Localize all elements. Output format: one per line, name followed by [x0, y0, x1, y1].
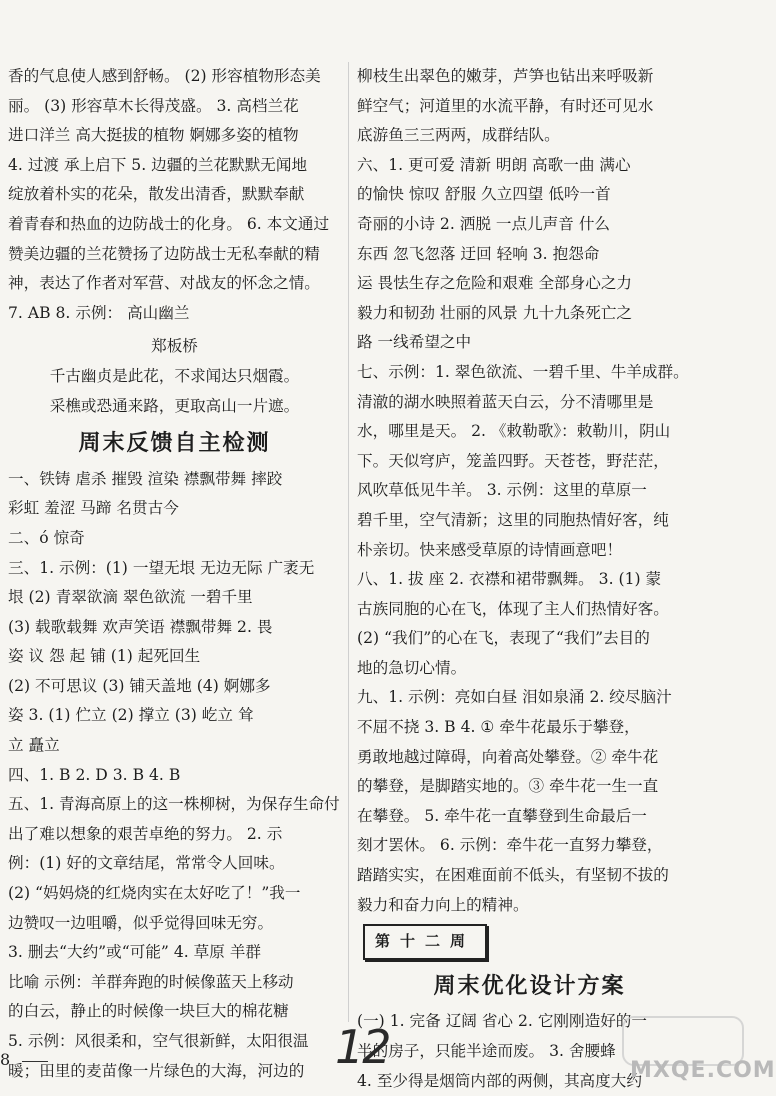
- text-line: 勇敢地越过障碍，向着高处攀登。② 牵牛花: [357, 747, 659, 766]
- text-line: 丽。 (3) 形容草木长得茂盛。 3. 高档兰花: [8, 96, 299, 115]
- text-line: 姿 3. (1) 伫立 (2) 撑立 (3) 屹立 耸: [8, 706, 254, 725]
- text-line: 着青春和热血的边防战士的化身。 6. 本文通过: [8, 214, 330, 233]
- text-line: 七、示例：1. 翠色欲流、一碧千里、牛羊成群。: [357, 362, 689, 381]
- text-line: 底游鱼三三两两，成群结队。: [357, 126, 560, 145]
- text-line: (3) 载歌载舞 欢声笑语 襟飘带舞 2. 畏: [8, 617, 273, 636]
- week-label: 第十二周: [363, 924, 487, 960]
- text-line: 清澈的湖水映照着蓝天白云，分不清哪里是: [357, 392, 654, 411]
- text-line: 水，哪里是天。 2. 《敕勒歌》：敕勒川，阴山: [357, 422, 671, 441]
- text-line: 风吹草低见牛羊。 3. 示例：这里的草原一: [357, 481, 647, 500]
- text-line: 毅力和韧劲 壮丽的风景 九十九条死亡之: [357, 303, 633, 322]
- text-line: 比喻 示例：羊群奔跑的时候像蓝天上移动: [8, 972, 294, 991]
- text-line: 赞美边疆的兰花赞扬了边防战士无私奉献的精: [8, 244, 320, 263]
- text-line: 鲜空气；河道里的水流平静，有时还可见水: [357, 96, 654, 115]
- column-divider: [348, 62, 349, 1022]
- poem-line: 千古幽贞是此花，不求闻达只烟霞。: [49, 366, 300, 385]
- text-line: 4. 过渡 承上启下 5. 边疆的兰花默默无闻地: [8, 155, 308, 174]
- poem-author: 郑板桥: [151, 337, 198, 356]
- text-line: 绽放着朴实的花朵，散发出清香，默默奉献: [8, 185, 305, 204]
- text-line: 路 一线希望之中: [357, 333, 472, 352]
- text-line: 一、铁铸 虐杀 摧毁 渲染 襟飘带舞 摔跤: [8, 469, 283, 488]
- week-label-box: [357, 920, 702, 964]
- text-line: 暖；田里的麦苗像一片绿色的大海，河边的: [8, 1061, 305, 1080]
- text-line: 六、1. 更可爱 清新 明朗 高歌一曲 满心: [357, 155, 631, 174]
- text-line: 碧千里，空气清新；这里的同胞热情好客，纯: [357, 510, 669, 529]
- text-line: 四、1. B 2. D 3. B 4. B: [8, 765, 181, 784]
- text-line: 东西 忽飞忽落 迂回 轻响 3. 抱怨命: [357, 244, 600, 263]
- text-line: 在攀登。 5. 牵牛花一直攀登到生命最后一: [357, 806, 647, 825]
- page-number: 8: [0, 1050, 11, 1069]
- text-line: 香的气息使人感到舒畅。 (2) 形容植物形态美: [8, 67, 321, 85]
- text-line: 八、1. 拔 座 2. 衣襟和裙带飘舞。 3. (1) 蒙: [357, 570, 662, 589]
- text-line: 地的急切心情。: [357, 658, 467, 677]
- text-line: 7. AB 8. 示例： 高山幽兰: [8, 303, 190, 322]
- text-line: 朴亲切。快来感受草原的诗情画意吧！: [357, 540, 623, 559]
- text-line: (2) “妈妈烧的红烧肉实在太好吃了！”我一: [8, 884, 301, 903]
- text-line: 垠 (2) 青翠欲滴 翠色欲流 一碧千里: [8, 588, 253, 607]
- text-line: 进口洋兰 高大挺拔的植物 婀娜多姿的植物: [8, 126, 299, 145]
- text-line: 的愉快 惊叹 舒服 久立四望 低吟一首: [357, 185, 611, 204]
- text-line: 柳枝生出翠色的嫩芽，芦笋也钻出来呼吸新: [357, 67, 654, 85]
- left-column: [8, 62, 341, 1086]
- text-line: (一) 1. 完备 辽阔 省心 2. 它刚刚造好的一: [357, 1012, 647, 1031]
- watermark-text: MXQE.COM: [630, 1058, 776, 1083]
- right-column: [357, 62, 702, 1096]
- section-title-plan: 周末优化设计方案: [433, 973, 626, 999]
- text-line: 边赞叹一边咀嚼，似乎觉得回味无穷。: [8, 913, 274, 932]
- text-line: 下。天似穹庐，笼盖四野。天苍苍，野茫茫，: [357, 451, 669, 470]
- text-line: 4. 至少得是烟筒内部的两侧，其高度大约: [357, 1071, 642, 1090]
- text-line: 5. 示例：风很柔和，空气很新鲜，太阳很温: [8, 1032, 309, 1050]
- text-line: 九、1. 示例：亮如白昼 泪如泉涌 2. 绞尽脑汁: [357, 688, 672, 707]
- text-line: 二、ó 惊奇: [8, 528, 85, 547]
- text-line: 毅力和奋力向上的精神。: [357, 895, 529, 914]
- text-line: 刻才罢休。 6. 示例：牵牛花一直努力攀登，: [357, 836, 663, 855]
- page-number-dash: [22, 1061, 48, 1062]
- handwritten-mark: 12: [335, 1020, 390, 1074]
- text-line: 例：(1) 好的文章结尾，常常令人回味。: [8, 854, 285, 873]
- text-line: 五、1. 青海高原上的这一株柳树，为保存生命付: [8, 795, 340, 814]
- text-line: 运 畏怯生存之危险和艰难 全部身心之力: [357, 274, 633, 293]
- text-line: 踏踏实实，在困难面前不低头，有坚韧不拔的: [357, 866, 669, 885]
- text-line: 立 矗立: [8, 736, 60, 755]
- text-line: 三、1. 示例：(1) 一望无垠 无边无际 广袤无: [8, 558, 315, 577]
- text-line: 彩虹 羞涩 马蹄 名贯古今: [8, 499, 179, 518]
- text-line: 出了难以想象的艰苦卓绝的努力。 2. 示: [8, 824, 283, 843]
- text-line: 古族同胞的心在飞，体现了主人们热情好客。: [357, 599, 669, 618]
- text-line: 姿 议 怨 起 铺 (1) 起死回生: [8, 647, 201, 666]
- text-line: 奇丽的小诗 2. 洒脱 一点儿声音 什么: [357, 214, 611, 233]
- text-line: (2) 不可思议 (3) 铺天盖地 (4) 婀娜多: [8, 676, 271, 695]
- text-line: 3. 删去“大约”或“可能” 4. 草原 羊群: [8, 943, 262, 962]
- text-line: 不屈不挠 3. B 4. ① 牵牛花最乐于攀登，: [357, 718, 640, 737]
- text-line: 半的房子，只能半途而废。 3. 舍腰蜂: [357, 1042, 616, 1060]
- text-line: 的白云，静止的时候像一块巨大的棉花糖: [8, 1002, 289, 1021]
- text-line: (2) “我们”的心在飞，表现了“我们”去目的: [357, 629, 650, 648]
- section-title-feedback: 周末反馈自主检测: [78, 431, 271, 457]
- text-line: 的攀登，是脚踏实地的。③ 牵牛花一生一直: [357, 777, 659, 796]
- text-line: 神，表达了作者对军营、对战友的怀念之情。: [8, 274, 320, 293]
- poem-line: 采樵或恐通来路，更取高山一片遮。: [49, 396, 300, 415]
